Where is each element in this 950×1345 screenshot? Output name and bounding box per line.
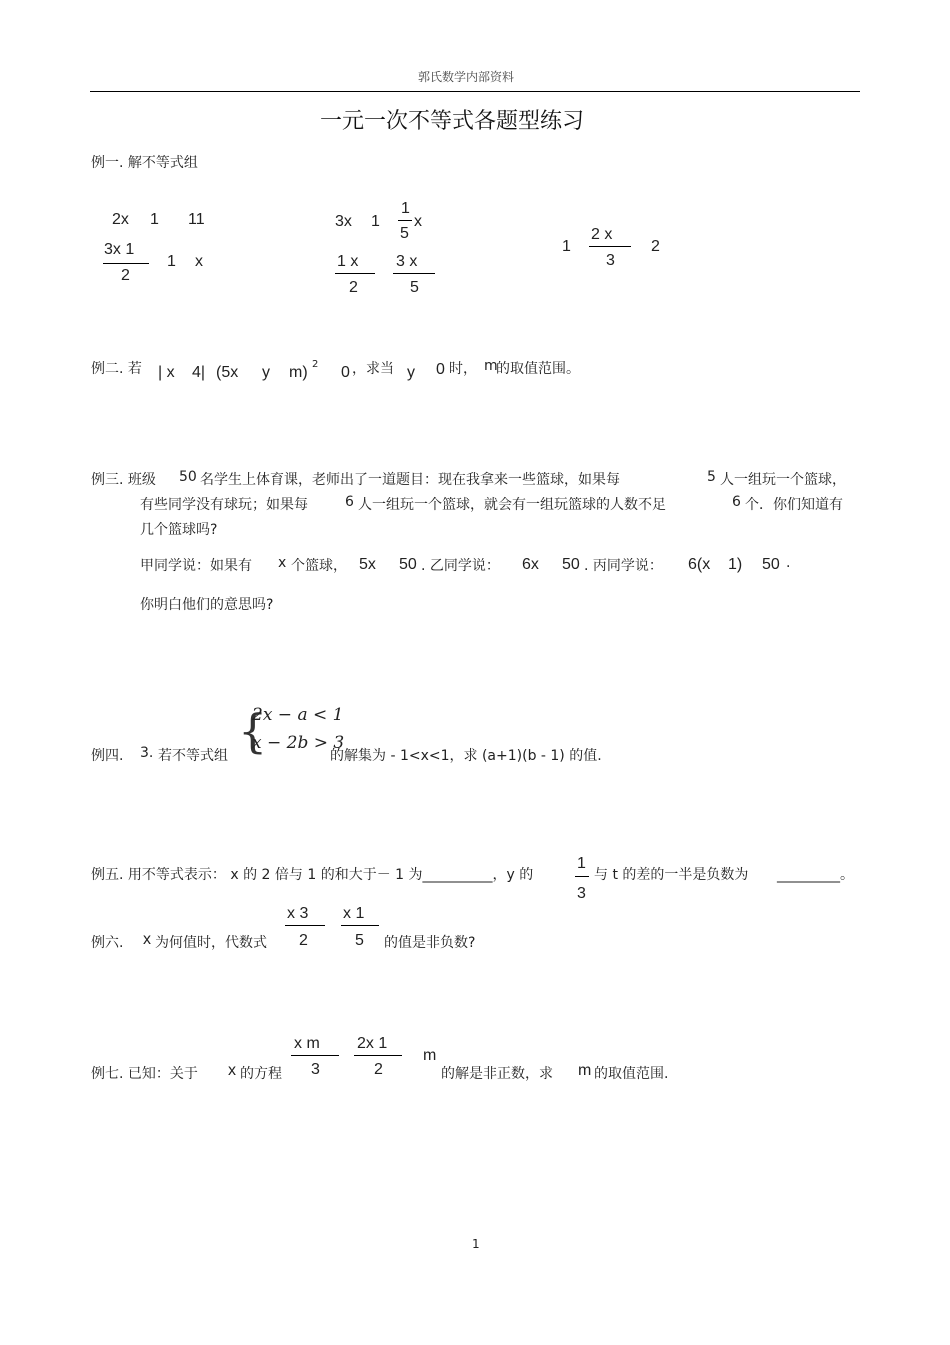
- ex1-sys2-r1-fraction-bar: [398, 220, 412, 221]
- header-rule: [90, 91, 860, 92]
- ex3-line2-e: 个．你们知道有: [745, 497, 843, 513]
- ex2-expr4: y: [262, 364, 270, 381]
- ex7-f2-den: 2: [374, 1061, 383, 1078]
- ex3-line2-c: 人一组玩一个篮球，就会有一组玩篮球的人数不足: [358, 497, 666, 513]
- ex3-line1-c: 名学生上体育课，老师出了一道题目：现在我拿来一些篮球，如果每: [200, 472, 620, 488]
- ex7-f2-bar: [354, 1055, 402, 1056]
- ex1-sys2-f2-bar: [393, 273, 435, 274]
- ex6-x: x: [143, 931, 151, 948]
- ex5-blank: _________。: [777, 867, 854, 883]
- ex1-sys2-f1-bar: [335, 273, 375, 274]
- ex1-sys2-f2-den: 5: [410, 279, 419, 296]
- ex6-f2-bar: [341, 925, 379, 926]
- ex3-line4-e: 50: [399, 556, 417, 573]
- ex5-frac-num: 1: [577, 855, 586, 872]
- ex3-line1-d: 5: [707, 469, 716, 485]
- ex3-line2-d: 6: [732, 494, 741, 510]
- ex7-f1-den: 3: [311, 1061, 320, 1078]
- page-title: 一元一次不等式各题型练习: [320, 109, 585, 134]
- ex4-pre: 若不等式组: [158, 748, 228, 764]
- ex6-f1-bar: [285, 925, 325, 926]
- ex6-f2-den: 5: [355, 932, 364, 949]
- ex1-sys2-f1-num: 1 x: [337, 253, 359, 270]
- ex7-m1: m: [423, 1047, 437, 1064]
- ex1-sys3-left: 1: [562, 238, 571, 255]
- ex7-text3: 的取值范围.: [594, 1066, 669, 1082]
- ex5-label: 例五. 用不等式表示： x 的 2 倍与 1 的和大于－ 1 为__________，y 的: [91, 867, 534, 883]
- ex6-f1-den: 2: [299, 932, 308, 949]
- ex7-f1-bar: [291, 1055, 339, 1056]
- ex6-label: 例六.: [91, 935, 124, 951]
- ex4-number: 3.: [140, 745, 154, 761]
- ex7-text1: 的方程: [240, 1066, 282, 1082]
- ex1-sys2-r1-a: 3x: [335, 213, 352, 230]
- page-header: 郭氏数学内部资料: [418, 70, 515, 84]
- ex7-text2: 的解是非正数，求: [441, 1066, 553, 1082]
- ex1-sys2-r1-x: x: [414, 213, 422, 230]
- ex1-sys1-r2-num: 3x 1: [104, 241, 135, 258]
- ex1-sys1-r1-a: 2x: [112, 211, 129, 228]
- ex3-line4-c: 个篮球，: [291, 558, 347, 574]
- ex1-sys2-r1-frac-den: 5: [400, 225, 409, 242]
- ex3-line4-g: 6x: [522, 556, 539, 573]
- ex6-f1-num: x 3: [287, 905, 309, 922]
- ex3-line2-a: 有些同学没有球玩；如果每: [140, 497, 308, 513]
- ex4-row1: 2x − a < 1: [252, 705, 344, 725]
- ex1-sys2-r1-frac-num: 1: [401, 200, 410, 217]
- ex4-post: 的解集为 - 1<x<1，求 (a+1)(b - 1) 的值.: [330, 748, 602, 764]
- ex2-superscript: 2: [312, 359, 319, 370]
- ex3-line4-j: 6(x: [688, 556, 711, 573]
- ex5-mid: 与 t 的差的一半是负数为: [594, 867, 749, 883]
- ex7-m2: m: [578, 1062, 592, 1079]
- ex4-label: 例四.: [91, 748, 124, 764]
- ex2-y: y: [407, 364, 415, 381]
- ex3-line4-h: 50: [562, 556, 580, 573]
- ex1-sys1-r1-b: 1: [150, 211, 159, 228]
- ex1-sys1-r2-a: 1: [167, 253, 176, 270]
- ex3-line4-f: . 乙同学说：: [421, 558, 500, 574]
- ex2-expr3: (5x: [216, 364, 239, 381]
- ex2-expr2: 4|: [192, 364, 206, 381]
- ex5-fraction-bar: [575, 876, 589, 877]
- ex2-label: 例二. 若: [91, 361, 142, 377]
- ex2-mid: ，求当: [352, 361, 394, 377]
- ex1-label: 例一. 解不等式组: [91, 155, 198, 171]
- ex1-sys2-f2-num: 3 x: [396, 253, 418, 270]
- ex1-sys1-r2-den: 2: [121, 267, 130, 284]
- ex3-line4-k: 1): [728, 556, 743, 573]
- ex3-line1-e: 人一组玩一个篮球，: [720, 472, 846, 488]
- ex2-end: 的取值范围。: [496, 361, 580, 377]
- ex6-text1: 为何值时，代数式: [155, 935, 267, 951]
- ex1-sys3-den: 3: [606, 252, 615, 269]
- ex2-zero2: 0: [436, 361, 445, 378]
- ex2-expr5: m): [289, 364, 308, 381]
- ex3-line1-b: 50: [179, 469, 197, 485]
- ex3-line3: 几个篮球吗?: [140, 522, 218, 538]
- ex3-line4-b: x: [278, 555, 287, 571]
- ex1-sys1-fraction-bar: [103, 263, 149, 264]
- ex6-text2: 的值是非负数?: [384, 935, 476, 951]
- ex1-sys3-num: 2 x: [591, 226, 613, 243]
- ex3-line1-a: 例三. 班级: [91, 472, 156, 488]
- ex6-f2-num: x 1: [343, 905, 365, 922]
- ex7-x: x: [228, 1062, 236, 1079]
- ex1-sys3-fraction-bar: [589, 246, 631, 247]
- ex1-sys1-r2-b: x: [195, 253, 203, 270]
- page-number: 1: [472, 1237, 480, 1251]
- ex5-frac-den: 3: [577, 885, 586, 902]
- ex3-line4-i: . 丙同学说：: [584, 558, 663, 574]
- ex1-sys2-f1-den: 2: [349, 279, 358, 296]
- ex7-f1-num: x m: [294, 1035, 320, 1052]
- ex2-zero1: 0: [341, 364, 350, 381]
- ex4-row2: x − 2b > 3: [252, 733, 345, 753]
- ex3-line4-d: 5x: [359, 556, 376, 573]
- ex3-line2-b: 6: [345, 494, 354, 510]
- ex1-sys2-r1-b: 1: [371, 213, 380, 230]
- ex3-line4-a: 甲同学说：如果有: [140, 558, 252, 574]
- ex2-tail: 时，: [449, 361, 477, 377]
- ex4-brace: {: [238, 704, 268, 758]
- ex7-label: 例七. 已知：关于: [91, 1066, 198, 1082]
- ex7-f2-num: 2x 1: [357, 1035, 388, 1052]
- ex2-m: m: [484, 358, 498, 374]
- ex3-line5: 你明白他们的意思吗?: [140, 597, 274, 613]
- ex1-sys1-r1-c: 11: [188, 211, 205, 228]
- ex1-sys3-right: 2: [651, 238, 660, 255]
- ex3-line4-m: .: [786, 555, 791, 571]
- ex2-expr1: | x: [158, 364, 175, 381]
- ex3-line4-l: 50: [762, 556, 780, 573]
